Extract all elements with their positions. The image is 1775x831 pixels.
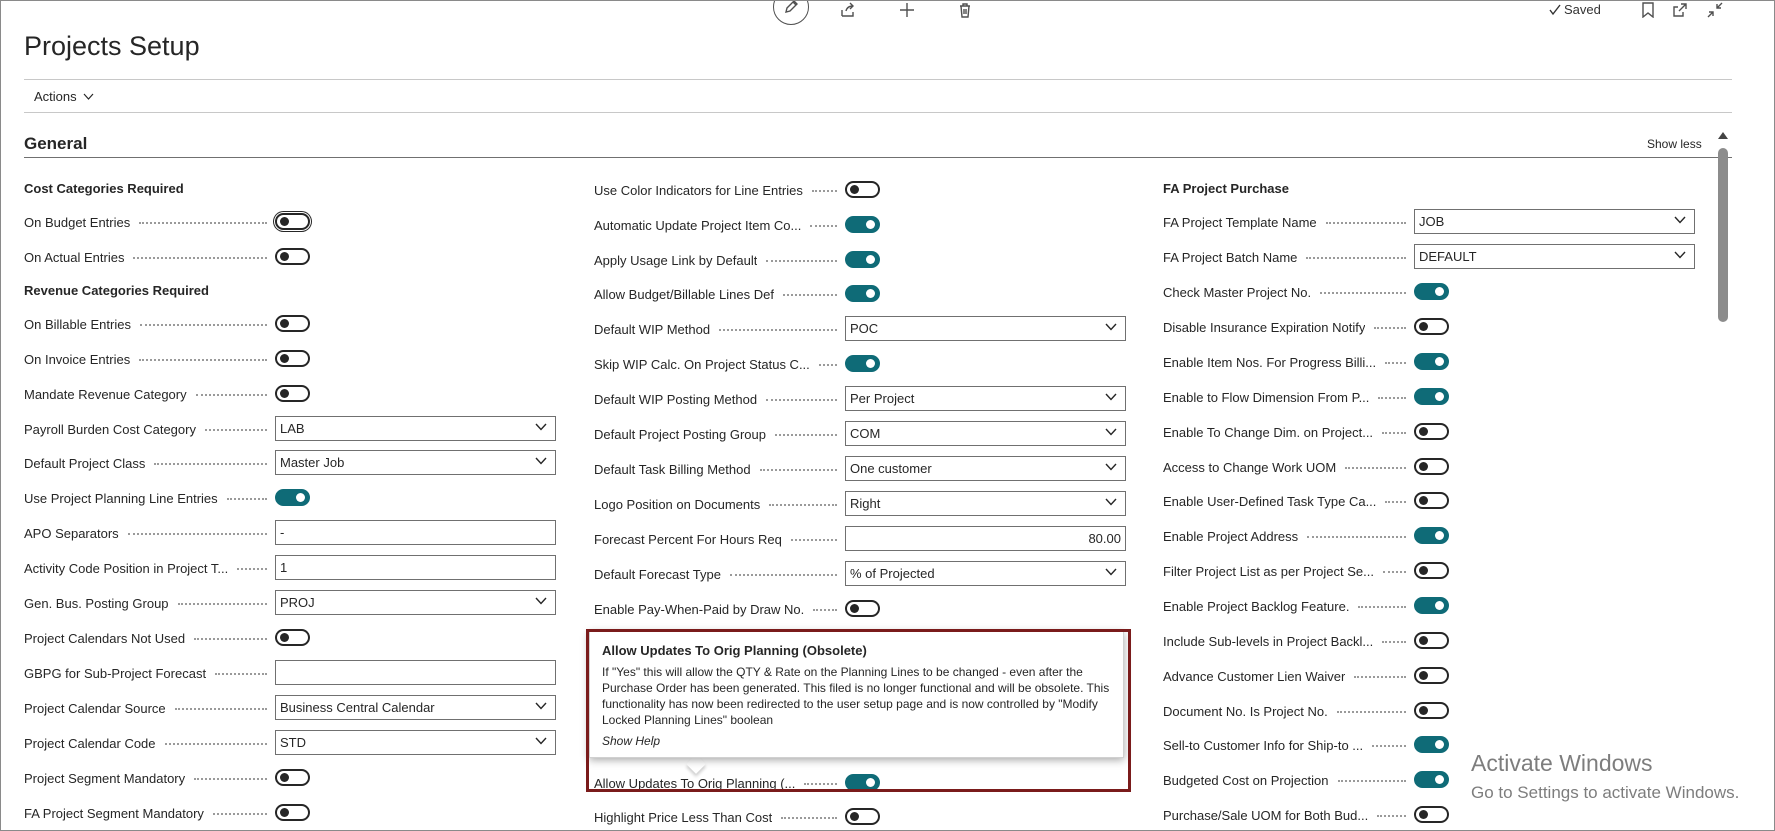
field-row-default-wip-method bbox=[594, 318, 710, 340]
field-row-on-actual-entries bbox=[24, 246, 124, 268]
field-label: Disable Insurance Expiration Notify bbox=[1163, 319, 1366, 335]
actions-menu[interactable] bbox=[34, 89, 94, 104]
group-divider bbox=[24, 157, 1732, 158]
toggle-knob bbox=[1419, 671, 1428, 680]
toggle-knob bbox=[1435, 740, 1444, 749]
dropdown-default-task-billing-method[interactable] bbox=[845, 456, 1126, 481]
chevron-down-icon bbox=[535, 457, 547, 465]
field-label: Project Calendars Not Used bbox=[24, 630, 186, 646]
field-row-on-invoice-entries bbox=[24, 348, 130, 370]
plus-icon bbox=[899, 2, 915, 18]
toggle-knob bbox=[280, 252, 289, 261]
field-row-include-sub-levels-in-project-backl bbox=[1163, 630, 1373, 652]
field-label: Forecast Percent For Hours Req bbox=[594, 531, 782, 547]
field-row-project-calendar-source bbox=[24, 697, 166, 719]
toggle-knob bbox=[850, 185, 859, 194]
new-button[interactable] bbox=[896, 0, 918, 21]
checkmark-icon bbox=[1549, 4, 1561, 16]
field-label: Filter Project List as per Project Se... bbox=[1163, 563, 1374, 579]
field-row-enable-project-backlog-feature bbox=[1163, 595, 1349, 617]
field-value: Business Central Calendar bbox=[280, 700, 435, 715]
leader-dots bbox=[1345, 466, 1406, 469]
field-label: Purchase/Sale UOM for Both Bud... bbox=[1163, 807, 1369, 823]
toggle-allow-updates-to-orig-planning[interactable] bbox=[845, 774, 880, 791]
field-label: FA Project Segment Mandatory bbox=[24, 805, 204, 821]
toggle-knob bbox=[1435, 775, 1444, 784]
field-label: Allow Budget/Billable Lines Def bbox=[594, 286, 774, 302]
toggle-knob bbox=[280, 633, 289, 642]
field-row-disable-insurance-expiration-notify bbox=[1163, 316, 1365, 338]
field-row-sell-to-customer-info-for-ship-to bbox=[1163, 734, 1363, 756]
toggle-enable-user-defined-task-type-ca[interactable] bbox=[1414, 492, 1449, 509]
actions-label: Actions bbox=[34, 89, 77, 104]
field-label: Use Project Planning Line Entries bbox=[24, 490, 218, 506]
field-row-project-calendars-not-used bbox=[24, 627, 185, 649]
field-row-access-to-change-work-uom bbox=[1163, 456, 1336, 478]
field-row-fa-project-template-name bbox=[1163, 211, 1317, 233]
field-value: DEFAULT bbox=[1419, 249, 1477, 264]
field-row-default-task-billing-method bbox=[594, 458, 751, 480]
toggle-budgeted-cost-on-projection[interactable] bbox=[1414, 771, 1449, 788]
toggle-knob bbox=[866, 255, 875, 264]
input-forecast-percent-for-hours-req[interactable] bbox=[845, 526, 1126, 551]
toggle-knob bbox=[1419, 427, 1428, 436]
field-label: Project Segment Mandatory bbox=[24, 770, 186, 786]
toggle-enable-project-backlog-feature[interactable] bbox=[1414, 597, 1449, 614]
leader-dots bbox=[812, 189, 837, 192]
leader-dots bbox=[215, 672, 267, 675]
toggle-document-no-is-project-no[interactable] bbox=[1414, 702, 1449, 719]
field-row-enable-item-nos-for-progress-billi bbox=[1163, 351, 1376, 373]
dropdown-fa-project-batch-name[interactable] bbox=[1414, 244, 1695, 269]
leader-dots bbox=[237, 567, 267, 570]
toggle-knob bbox=[280, 389, 289, 398]
leader-dots bbox=[1378, 396, 1406, 399]
toggle-filter-project-list-as-per-project-se[interactable] bbox=[1414, 562, 1449, 579]
leader-dots bbox=[178, 602, 267, 605]
chevron-down-icon bbox=[1105, 428, 1117, 436]
leader-dots bbox=[766, 259, 837, 262]
toggle-knob bbox=[1435, 357, 1444, 366]
field-label: GBPG for Sub-Project Forecast bbox=[24, 665, 207, 681]
field-value: STD bbox=[280, 735, 306, 750]
leader-dots bbox=[819, 363, 837, 366]
field-value: - bbox=[280, 525, 285, 540]
leader-dots bbox=[227, 497, 267, 500]
dropdown-default-wip-posting-method[interactable] bbox=[845, 386, 1126, 411]
leader-dots bbox=[813, 608, 837, 611]
dropdown-default-forecast-type[interactable] bbox=[845, 561, 1126, 586]
field-label: Check Master Project No. bbox=[1163, 284, 1312, 300]
toggle-use-project-planning-line-entries[interactable] bbox=[275, 489, 310, 506]
share-button[interactable] bbox=[837, 0, 859, 21]
chevron-down-icon bbox=[535, 597, 547, 605]
toggle-knob bbox=[1419, 810, 1428, 819]
toggle-use-color-indicators-for-line-entries[interactable] bbox=[845, 181, 880, 198]
field-row-payroll-burden-cost-category bbox=[24, 418, 196, 440]
leader-dots bbox=[760, 468, 837, 471]
field-label: Budgeted Cost on Projection bbox=[1163, 772, 1329, 788]
field-row-default-project-class bbox=[24, 452, 145, 474]
field-label: FA Project Template Name bbox=[1163, 214, 1317, 230]
field-label: Enable to Flow Dimension From P... bbox=[1163, 389, 1370, 405]
section-cost-categories: Cost Categories Required bbox=[24, 181, 184, 196]
input-apo-separators[interactable] bbox=[275, 520, 556, 545]
field-label: Project Calendar Source bbox=[24, 700, 166, 716]
toggle-knob bbox=[1435, 601, 1444, 610]
field-row-enable-user-defined-task-type-ca bbox=[1163, 490, 1376, 512]
dropdown-project-calendar-code[interactable] bbox=[275, 730, 556, 755]
dropdown-default-project-posting-group[interactable] bbox=[845, 421, 1126, 446]
field-label: Project Calendar Code bbox=[24, 735, 156, 751]
scroll-up-arrow[interactable] bbox=[1718, 132, 1728, 139]
chevron-down-icon bbox=[535, 423, 547, 431]
chevron-down-icon bbox=[1105, 463, 1117, 471]
bookmark-button[interactable] bbox=[1637, 0, 1659, 21]
toggle-disable-insurance-expiration-notify[interactable] bbox=[1414, 318, 1449, 335]
toggle-knob bbox=[866, 289, 875, 298]
leader-dots bbox=[133, 256, 267, 259]
field-label: Allow Updates To Orig Planning (... bbox=[594, 775, 796, 791]
toggle-enable-pay-when-paid-by-draw-no[interactable] bbox=[845, 600, 880, 617]
leader-dots bbox=[791, 538, 837, 541]
toggle-knob bbox=[296, 493, 305, 502]
dropdown-payroll-burden-cost-category[interactable] bbox=[275, 416, 556, 441]
toggle-knob bbox=[1419, 566, 1428, 575]
leader-dots bbox=[1385, 361, 1406, 364]
toggle-allow-budget-billable-lines-def[interactable] bbox=[845, 285, 880, 302]
leader-dots bbox=[769, 503, 837, 506]
field-label: Highlight Price Less Than Cost bbox=[594, 809, 773, 825]
leader-dots bbox=[766, 398, 837, 401]
field-label: Default Project Class bbox=[24, 455, 146, 471]
field-row-enable-project-address bbox=[1163, 525, 1298, 547]
chevron-down-icon bbox=[83, 93, 94, 100]
toggle-knob bbox=[1435, 287, 1444, 296]
toggle-knob bbox=[280, 354, 289, 363]
toggle-enable-to-change-dim-on-project[interactable] bbox=[1414, 423, 1449, 440]
field-label: Gen. Bus. Posting Group bbox=[24, 595, 169, 611]
field-label: Default Project Posting Group bbox=[594, 426, 766, 442]
toggle-mandate-revenue-category[interactable] bbox=[275, 385, 310, 402]
field-label: Logo Position on Documents bbox=[594, 496, 761, 512]
field-label: Enable Project Backlog Feature. bbox=[1163, 598, 1350, 614]
field-row-use-project-planning-line-entries bbox=[24, 487, 218, 509]
field-row-logo-position-on-documents bbox=[594, 493, 760, 515]
chevron-down-icon bbox=[535, 702, 547, 710]
dropdown-default-wip-method[interactable] bbox=[845, 316, 1126, 341]
toggle-knob bbox=[866, 220, 875, 229]
leader-dots bbox=[1372, 744, 1406, 747]
section-revenue-categories: Revenue Categories Required bbox=[24, 283, 209, 298]
bookmark-icon bbox=[1641, 2, 1655, 18]
field-label: Default Task Billing Method bbox=[594, 461, 751, 477]
toggle-on-budget-entries[interactable] bbox=[275, 213, 310, 230]
field-value: Per Project bbox=[850, 391, 915, 406]
dropdown-project-calendar-source[interactable] bbox=[275, 695, 556, 720]
field-label: Default WIP Method bbox=[594, 321, 711, 337]
leader-dots bbox=[1338, 779, 1406, 782]
field-row-fa-project-segment-mandatory bbox=[24, 802, 204, 824]
field-label: Default WIP Posting Method bbox=[594, 391, 758, 407]
field-label: Use Color Indicators for Line Entries bbox=[594, 182, 803, 198]
saved-label: Saved bbox=[1564, 2, 1601, 17]
toggle-skip-wip-calc-on-project-status-c[interactable] bbox=[845, 355, 880, 372]
page-title: Projects Setup bbox=[24, 31, 200, 61]
field-label: Include Sub-levels in Project Backl... bbox=[1163, 633, 1374, 649]
toggle-project-segment-mandatory[interactable] bbox=[275, 769, 310, 786]
field-value: LAB bbox=[280, 421, 305, 436]
toggle-enable-to-flow-dimension-from-p[interactable] bbox=[1414, 388, 1449, 405]
toggle-knob bbox=[1419, 462, 1428, 471]
leader-dots bbox=[196, 393, 267, 396]
field-row-on-billable-entries bbox=[24, 313, 131, 335]
leader-dots bbox=[1385, 500, 1406, 503]
leader-dots bbox=[140, 323, 267, 326]
field-label: Mandate Revenue Category bbox=[24, 386, 187, 402]
field-row-advance-customer-lien-waiver bbox=[1163, 665, 1345, 687]
chevron-down-icon bbox=[1105, 393, 1117, 401]
toggle-knob bbox=[1419, 322, 1428, 331]
field-label: Enable To Change Dim. on Project... bbox=[1163, 424, 1374, 440]
field-row-apply-usage-link-by-default bbox=[594, 249, 757, 271]
field-row-purchase-sale-uom-for-both-bud bbox=[1163, 804, 1368, 826]
field-label: Enable User-Defined Task Type Ca... bbox=[1163, 493, 1377, 509]
collapse-icon bbox=[1707, 2, 1723, 18]
leader-dots bbox=[810, 224, 837, 227]
field-value: PROJ bbox=[280, 595, 315, 610]
field-row-project-segment-mandatory bbox=[24, 767, 185, 789]
toggle-knob bbox=[280, 319, 289, 328]
tooltip-body: If "Yes" this will allow the QTY & Rate on the Planning Lines to be changed - even after the Purchase Order has been generated. This filed is no longer functional and will be obsolete. This functionality has now been redirected to the user setup page and is now controlled by "Modify Locked Planning Lines" boolean bbox=[602, 665, 1110, 727]
saved-status bbox=[1549, 2, 1601, 17]
leader-dots bbox=[1377, 814, 1406, 817]
input-gbpg-for-sub-project-forecast[interactable] bbox=[275, 660, 556, 685]
leader-dots bbox=[1337, 710, 1406, 713]
field-label: Skip WIP Calc. On Project Status C... bbox=[594, 356, 810, 372]
open-new-window-button[interactable] bbox=[1669, 0, 1691, 21]
field-row-gbpg-for-sub-project-forecast bbox=[24, 662, 206, 684]
leader-dots bbox=[128, 532, 267, 535]
field-row-default-wip-posting-method bbox=[594, 388, 757, 410]
toggle-knob bbox=[866, 778, 875, 787]
field-row-activity-code-position-in-project-t bbox=[24, 557, 228, 579]
toggle-automatic-update-project-item-co[interactable] bbox=[845, 216, 880, 233]
field-value: % of Projected bbox=[850, 566, 935, 581]
leader-dots bbox=[139, 358, 267, 361]
field-label: Activity Code Position in Project T... bbox=[24, 560, 229, 576]
leader-dots bbox=[1382, 640, 1406, 643]
field-value: POC bbox=[850, 321, 879, 336]
field-row-filter-project-list-as-per-project-se bbox=[1163, 560, 1374, 582]
field-label: On Invoice Entries bbox=[24, 351, 131, 367]
leader-dots bbox=[1374, 326, 1406, 329]
show-help-link[interactable]: Show Help bbox=[602, 734, 661, 748]
field-row-default-forecast-type bbox=[594, 563, 721, 585]
leader-dots bbox=[175, 707, 267, 710]
toggle-knob bbox=[1419, 496, 1428, 505]
chevron-down-icon bbox=[1105, 498, 1117, 506]
toggle-sell-to-customer-info-for-ship-to[interactable] bbox=[1414, 736, 1449, 753]
dropdown-logo-position-on-documents[interactable] bbox=[845, 491, 1126, 516]
toggle-knob bbox=[850, 604, 859, 613]
field-tooltip bbox=[589, 631, 1124, 758]
field-row-allow-budget-billable-lines-def bbox=[594, 283, 774, 305]
field-label: On Actual Entries bbox=[24, 249, 125, 265]
toggle-project-calendars-not-used[interactable] bbox=[275, 629, 310, 646]
toggle-highlight-price-less-than-cost[interactable] bbox=[845, 808, 880, 825]
toggle-knob bbox=[1435, 531, 1444, 540]
field-value: COM bbox=[850, 426, 881, 441]
leader-dots bbox=[804, 782, 837, 785]
leader-dots bbox=[1383, 570, 1406, 573]
field-label: Sell-to Customer Info for Ship-to ... bbox=[1163, 737, 1364, 753]
leader-dots bbox=[154, 462, 267, 465]
toggle-knob bbox=[866, 359, 875, 368]
field-row-check-master-project-no bbox=[1163, 281, 1311, 303]
field-row-use-color-indicators-for-line-entries bbox=[594, 179, 803, 201]
field-row-project-calendar-code bbox=[24, 732, 156, 754]
leader-dots bbox=[1382, 431, 1406, 434]
divider bbox=[24, 79, 1732, 80]
field-value: 80.00 bbox=[1088, 531, 1121, 546]
field-label: Document No. Is Project No. bbox=[1163, 703, 1328, 719]
leader-dots bbox=[730, 573, 837, 576]
leader-dots bbox=[1307, 535, 1406, 538]
field-row-fa-project-batch-name bbox=[1163, 246, 1297, 268]
leader-dots bbox=[783, 293, 837, 296]
tooltip-title: Allow Updates To Orig Planning (Obsolete) bbox=[602, 643, 867, 658]
chevron-down-icon bbox=[1674, 251, 1686, 259]
leader-dots bbox=[1326, 221, 1406, 224]
toggle-knob bbox=[1419, 706, 1428, 715]
field-label: FA Project Batch Name bbox=[1163, 249, 1298, 265]
dropdown-default-project-class[interactable] bbox=[275, 450, 556, 475]
chevron-down-icon bbox=[1105, 323, 1117, 331]
toggle-knob bbox=[1419, 636, 1428, 645]
leader-dots bbox=[194, 777, 267, 780]
field-row-allow-updates-to-orig-planning bbox=[594, 772, 795, 794]
field-row-budgeted-cost-on-projection bbox=[1163, 769, 1329, 791]
field-label: Enable Project Address bbox=[1163, 528, 1299, 544]
field-value: One customer bbox=[850, 461, 932, 476]
leader-dots bbox=[781, 816, 837, 819]
section-fa-project-purchase: FA Project Purchase bbox=[1163, 181, 1289, 196]
toggle-include-sub-levels-in-project-backl[interactable] bbox=[1414, 632, 1449, 649]
toggle-purchase-sale-uom-for-both-bud[interactable] bbox=[1414, 806, 1449, 823]
leader-dots bbox=[1358, 605, 1406, 608]
leader-dots bbox=[205, 428, 267, 431]
collapse-button[interactable] bbox=[1704, 0, 1726, 21]
toggle-check-master-project-no[interactable] bbox=[1414, 283, 1449, 300]
toggle-knob bbox=[850, 812, 859, 821]
input-activity-code-position-in-project-t[interactable] bbox=[275, 555, 556, 580]
leader-dots bbox=[1354, 675, 1406, 678]
chevron-down-icon bbox=[1674, 216, 1686, 224]
field-label: Access to Change Work UOM bbox=[1163, 459, 1337, 475]
toggle-on-actual-entries[interactable] bbox=[275, 248, 310, 265]
trash-icon bbox=[957, 2, 973, 18]
field-row-apo-separators bbox=[24, 522, 119, 544]
pencil-icon bbox=[783, 0, 799, 15]
field-value: Master Job bbox=[280, 455, 345, 470]
activate-windows-title: Activate Windows bbox=[1471, 750, 1653, 776]
show-less-link[interactable]: Show less bbox=[1647, 137, 1702, 151]
field-row-on-budget-entries bbox=[24, 211, 130, 233]
toggle-fa-project-segment-mandatory[interactable] bbox=[275, 804, 310, 821]
leader-dots bbox=[719, 328, 837, 331]
toggle-enable-project-address[interactable] bbox=[1414, 527, 1449, 544]
field-value: JOB bbox=[1419, 214, 1445, 229]
dropdown-gen-bus-posting-group[interactable] bbox=[275, 590, 556, 615]
field-row-forecast-percent-for-hours-req bbox=[594, 528, 782, 550]
field-label: Apply Usage Link by Default bbox=[594, 252, 758, 268]
edit-button[interactable] bbox=[773, 0, 809, 25]
field-row-enable-to-change-dim-on-project bbox=[1163, 421, 1373, 443]
dropdown-fa-project-template-name[interactable] bbox=[1414, 209, 1695, 234]
toggle-apply-usage-link-by-default[interactable] bbox=[845, 251, 880, 268]
field-label: Payroll Burden Cost Category bbox=[24, 421, 196, 437]
toggle-knob bbox=[280, 808, 289, 817]
chevron-down-icon bbox=[535, 737, 547, 745]
field-row-mandate-revenue-category bbox=[24, 383, 187, 405]
toggle-on-invoice-entries[interactable] bbox=[275, 350, 310, 367]
field-row-gen-bus-posting-group bbox=[24, 592, 169, 614]
scrollbar-thumb[interactable] bbox=[1718, 148, 1728, 322]
leader-dots bbox=[139, 221, 267, 224]
leader-dots bbox=[1320, 291, 1406, 294]
toggle-on-billable-entries[interactable] bbox=[275, 315, 310, 332]
leader-dots bbox=[194, 637, 267, 640]
field-row-enable-pay-when-paid-by-draw-no bbox=[594, 598, 804, 620]
field-row-skip-wip-calc-on-project-status-c bbox=[594, 353, 810, 375]
toggle-access-to-change-work-uom[interactable] bbox=[1414, 458, 1449, 475]
field-label: Default Forecast Type bbox=[594, 566, 721, 582]
field-value: Right bbox=[850, 496, 881, 511]
field-row-enable-to-flow-dimension-from-p bbox=[1163, 386, 1369, 408]
field-label: On Budget Entries bbox=[24, 214, 131, 230]
field-label: APO Separators bbox=[24, 525, 119, 541]
toggle-advance-customer-lien-waiver[interactable] bbox=[1414, 667, 1449, 684]
field-label: Enable Item Nos. For Progress Billi... bbox=[1163, 354, 1377, 370]
toggle-knob bbox=[280, 217, 289, 226]
field-row-automatic-update-project-item-co bbox=[594, 214, 801, 236]
toggle-enable-item-nos-for-progress-billi[interactable] bbox=[1414, 353, 1449, 370]
share-icon bbox=[840, 2, 856, 18]
leader-dots bbox=[213, 812, 267, 815]
leader-dots bbox=[165, 742, 267, 745]
activate-windows-subtitle: Go to Settings to activate Windows. bbox=[1471, 783, 1740, 802]
delete-button[interactable] bbox=[954, 0, 976, 21]
leader-dots bbox=[1306, 256, 1406, 259]
divider bbox=[24, 112, 1732, 113]
field-label: Automatic Update Project Item Co... bbox=[594, 217, 802, 233]
open-in-new-window-icon bbox=[1672, 2, 1688, 18]
group-title[interactable]: General bbox=[24, 134, 88, 153]
toggle-knob bbox=[280, 773, 289, 782]
field-label: Enable Pay-When-Paid by Draw No. bbox=[594, 601, 805, 617]
field-row-default-project-posting-group bbox=[594, 423, 766, 445]
field-label: Advance Customer Lien Waiver bbox=[1163, 668, 1346, 684]
field-row-document-no-is-project-no bbox=[1163, 700, 1328, 722]
leader-dots bbox=[775, 433, 837, 436]
toggle-knob bbox=[1435, 392, 1444, 401]
field-label: On Billable Entries bbox=[24, 316, 131, 332]
chevron-down-icon bbox=[1105, 568, 1117, 576]
field-value: 1 bbox=[280, 560, 288, 575]
field-row-highlight-price-less-than-cost bbox=[594, 806, 772, 828]
